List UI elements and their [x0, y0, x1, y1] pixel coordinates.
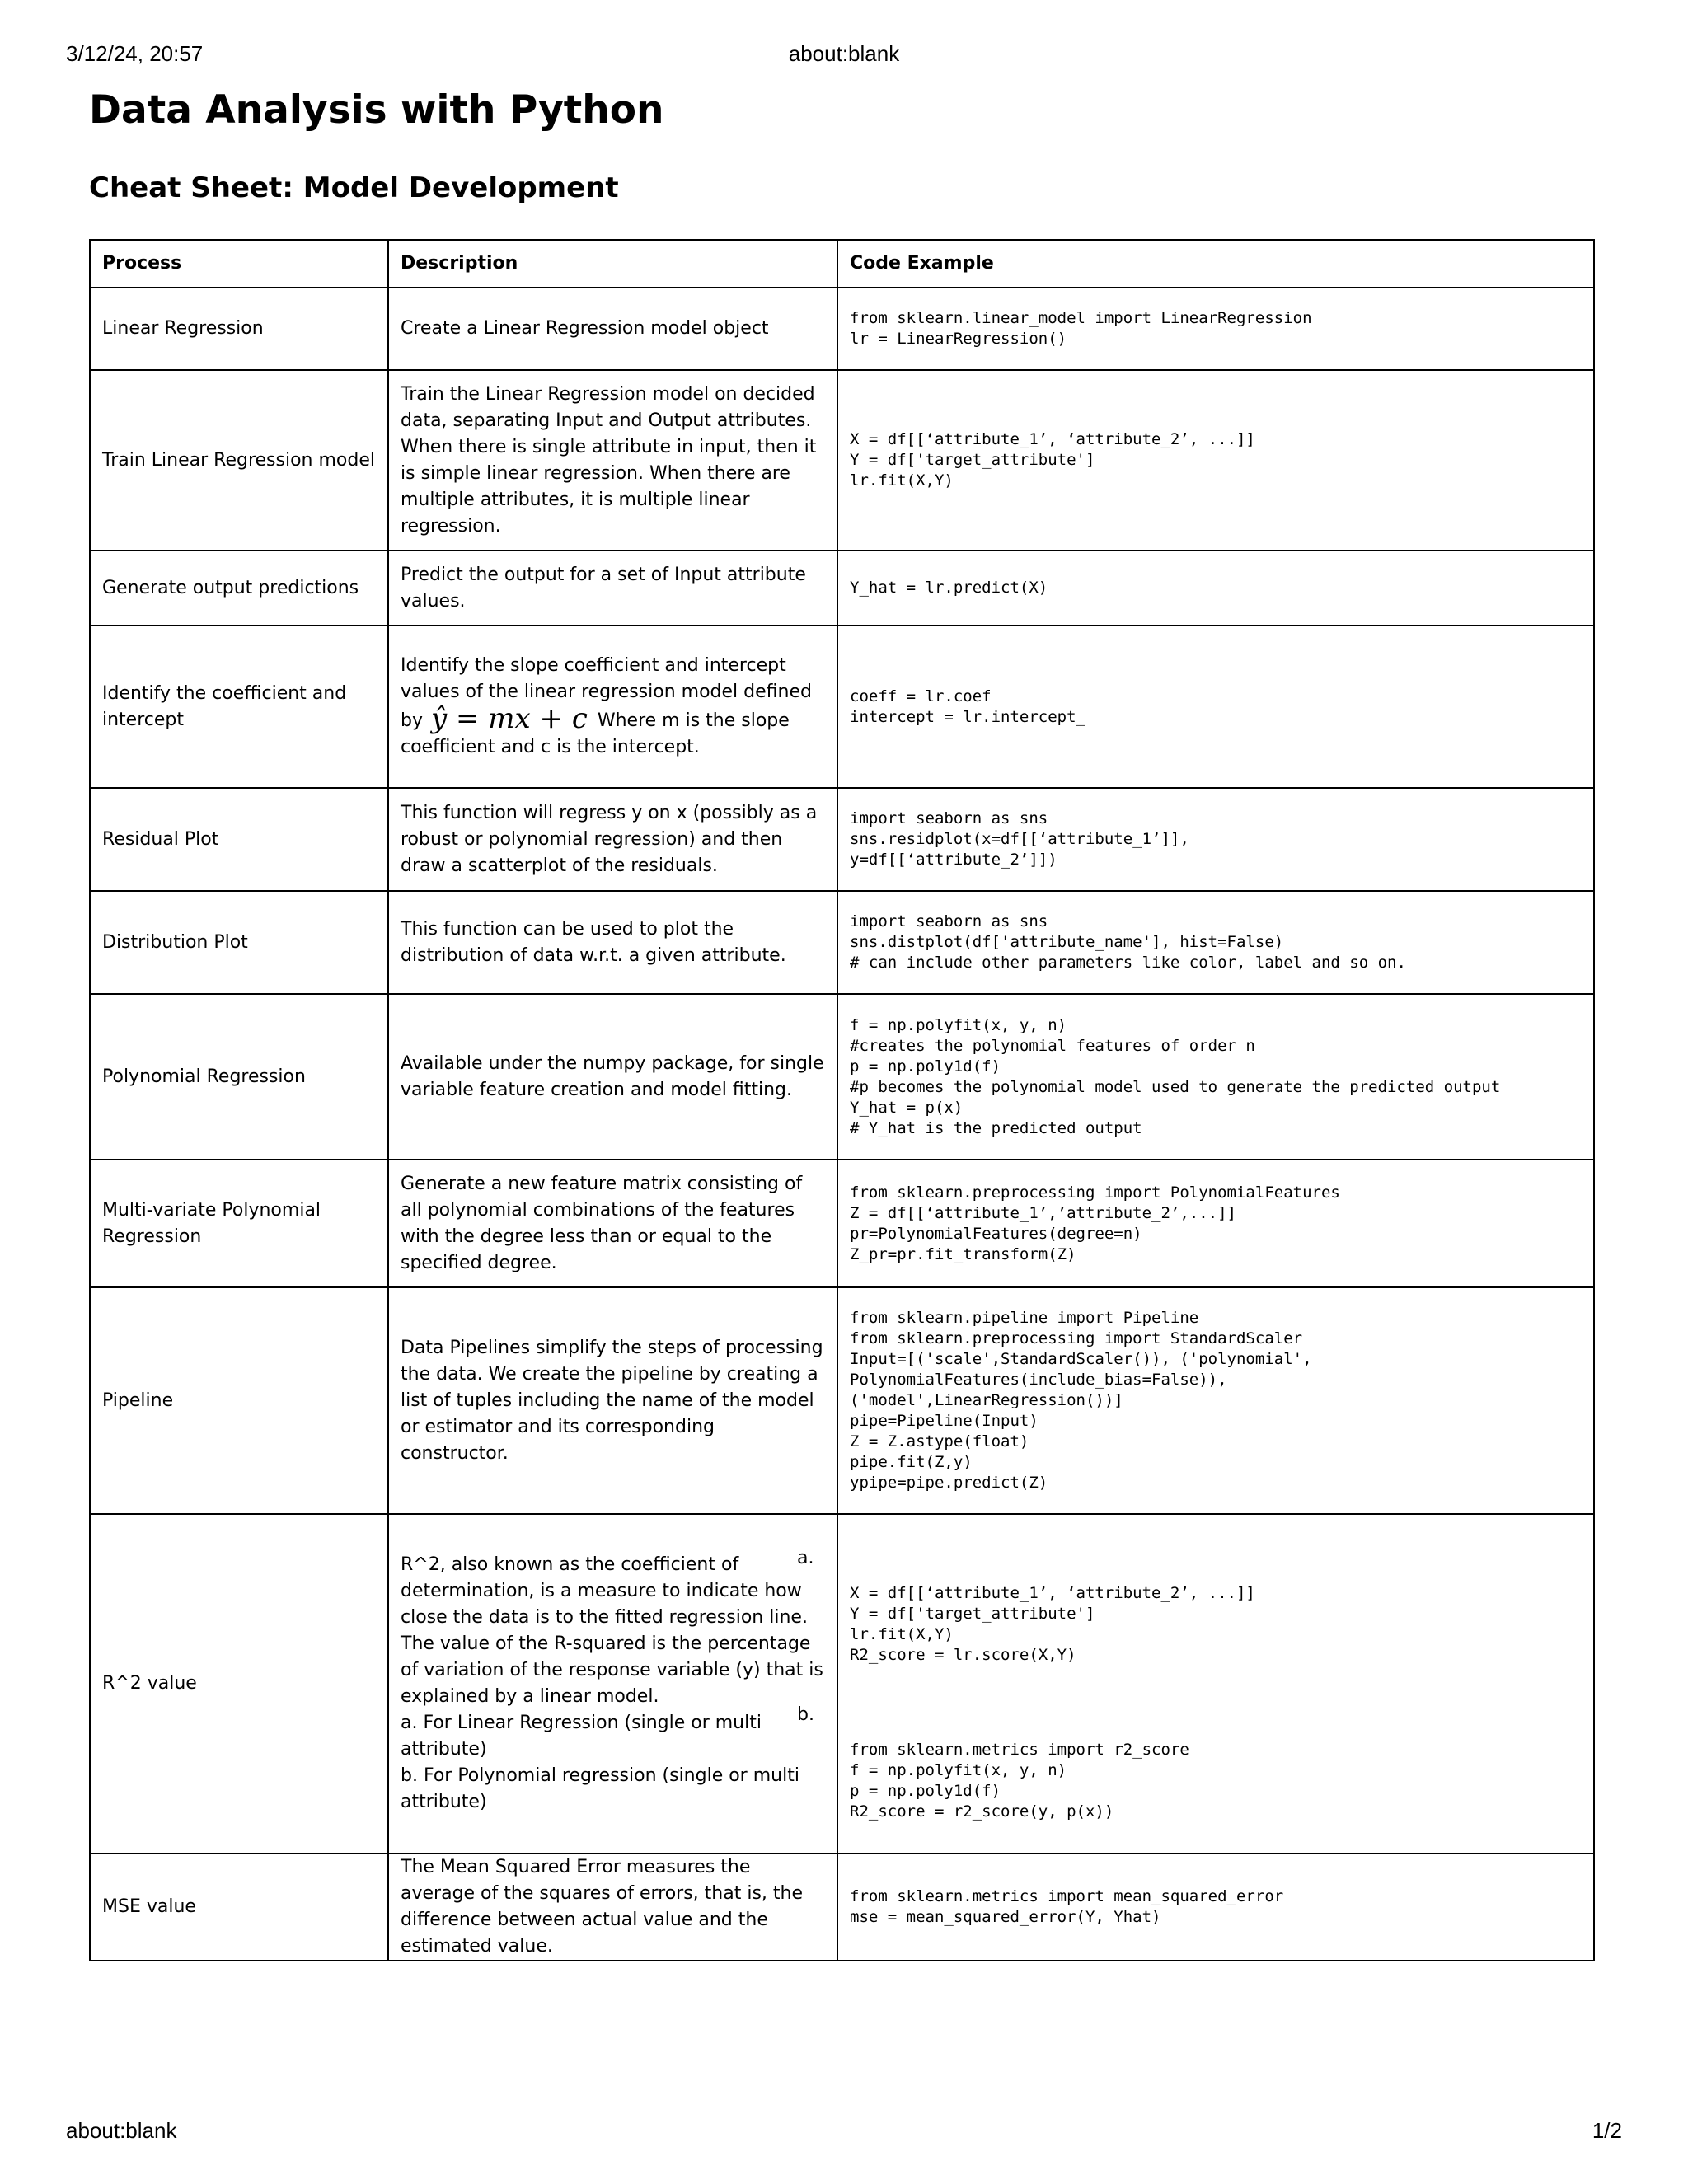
- table-row: [90, 788, 1594, 891]
- table-row: [90, 891, 1594, 994]
- description-text: R^2, also known as the coefficient of determination, is a measure to indicate how close the data is to the fitted regression line. The value of the R-squared is the percentage of variation of the response variable (y) that is explained by a linear model.: [401, 1554, 823, 1707]
- description-cell: This function will regress y on x (possibly as a robust or polynomial regression) and then draw a scatterplot of the residuals.: [388, 788, 837, 891]
- page-title: Data Analysis with Python: [89, 87, 664, 133]
- table-row: [90, 1514, 1594, 1854]
- process-cell: Polynomial Regression: [90, 994, 388, 1160]
- process-cell: Identify the coefficient and intercept: [90, 626, 388, 788]
- page-number: 1/2: [1592, 2118, 1622, 2143]
- code-label-b: b.: [797, 1704, 814, 1725]
- regression-equation: ŷ = mx + c: [430, 702, 588, 735]
- header-process: Process: [90, 240, 388, 288]
- code-cell: [837, 551, 1594, 626]
- table-row: [90, 1287, 1594, 1514]
- process-cell: Linear Regression: [90, 288, 388, 370]
- table-row: [90, 994, 1594, 1160]
- description-cell: Train the Linear Regression model on decided data, separating Input and Output attributes. When there is single attribute in input, then it is simple linear regression. When there are multiple attributes, it is multiple linear regression.: [388, 370, 837, 551]
- table-row: [90, 1854, 1594, 1961]
- table-row: [90, 370, 1594, 551]
- process-cell: Train Linear Regression model: [90, 370, 388, 551]
- description-cell: Predict the output for a set of Input attribute values.: [388, 551, 837, 626]
- description-text: Identify the slope coefficient and intercept values of the linear regression model defined by: [401, 655, 812, 731]
- description-cell: Create a Linear Regression model object: [388, 288, 837, 370]
- table-row: [90, 1160, 1594, 1287]
- process-cell: MSE value: [90, 1854, 388, 1961]
- code-cell: [837, 1854, 1594, 1961]
- code-example: from sklearn.preprocessing import PolynomialFeatures Z = df[[‘attribute_1’,’attribute_2’,...]] pr=PolynomialFeatures(degree=n) Z_pr=pr.fit_transform(Z): [850, 1183, 1340, 1263]
- description-cell: Data Pipelines simplify the steps of processing the data. We create the pipeline by creating a list of tuples including the name of the model or estimator and its corresponding constructor.: [388, 1287, 837, 1514]
- print-url: about:blank: [788, 41, 900, 66]
- code-cell: [837, 994, 1594, 1160]
- code-cell: [837, 788, 1594, 891]
- description-text: a. For Linear Regression (single or multi attribute): [401, 1713, 762, 1760]
- code-example-a: X = df[[‘attribute_1’, ‘attribute_2’, ...]] Y = df['target_attribute'] lr.fit(X,Y) R2_score = lr.score(X,Y): [850, 1584, 1255, 1664]
- table-row: [90, 626, 1594, 788]
- code-example: import seaborn as sns sns.residplot(x=df[[‘attribute_1’]], y=df[[‘attribute_2’]]): [850, 809, 1189, 869]
- code-cell: [797, 1514, 1594, 1854]
- description-text: Where m is the slope coefficient and c is the intercept.: [401, 710, 790, 757]
- process-cell: Generate output predictions: [90, 551, 388, 626]
- page-subtitle: Cheat Sheet: Model Development: [89, 171, 619, 204]
- description-text: b. For Polynomial regression (single or multi attribute): [401, 1765, 799, 1812]
- code-cell: [837, 626, 1594, 788]
- print-header: [66, 41, 1622, 69]
- process-cell: Distribution Plot: [90, 891, 388, 994]
- table-row: [90, 551, 1594, 626]
- code-cell: [837, 1287, 1594, 1514]
- header-code-example: Code Example: [837, 240, 1594, 288]
- table-row: [90, 288, 1594, 370]
- description-cell: The Mean Squared Error measures the average of the squares of errors, that is, the difference between actual value and the estimated value.: [388, 1854, 837, 1961]
- code-example: coeff = lr.coef intercept = lr.intercept_: [850, 687, 1085, 726]
- process-cell: Multi-variate Polynomial Regression: [90, 1160, 388, 1287]
- description-cell: [388, 1514, 837, 1854]
- code-example: f = np.polyfit(x, y, n) #creates the polynomial features of order n p = np.poly1d(f) #p becomes the polynomial model used to generate the predicted output Y_hat = p(x) # Y_hat is the predicted output: [850, 1015, 1501, 1137]
- code-example: from sklearn.pipeline import Pipeline from sklearn.preprocessing import StandardScaler Input=[('scale',StandardScaler()), ('polynomial', PolynomialFeatures(include_bias=False)), ('model',LinearRegression())] pipe=Pipeline(Input) Z = Z.astype(float) pipe.fit(Z,y) ypipe=pipe.predict(Z): [850, 1309, 1312, 1492]
- process-cell: R^2 value: [90, 1514, 388, 1854]
- code-cell: [837, 370, 1594, 551]
- code-example: import seaborn as sns sns.distplot(df['attribute_name'], hist=False) # can include other parameters like color, label and so on.: [850, 912, 1406, 972]
- process-cell: Pipeline: [90, 1287, 388, 1514]
- code-cell: [837, 288, 1594, 370]
- code-example: X = df[[‘attribute_1’, ‘attribute_2’, ...]] Y = df['target_attribute'] lr.fit(X,Y): [850, 430, 1255, 490]
- code-example: from sklearn.metrics import mean_squared_error mse = mean_squared_error(Y, Yhat): [850, 1887, 1284, 1926]
- print-datetime: 3/12/24, 20:57: [66, 41, 204, 66]
- description-cell: Generate a new feature matrix consisting of all polynomial combinations of the features with the degree less than or equal to the specified degree.: [388, 1160, 837, 1287]
- table-header-row: [90, 240, 1594, 288]
- code-cell: [837, 891, 1594, 994]
- code-example: Y_hat = lr.predict(X): [850, 579, 1048, 597]
- print-footer-url: about:blank: [66, 2118, 177, 2143]
- description-cell: This function can be used to plot the distribution of data w.r.t. a given attribute.: [388, 891, 837, 994]
- process-cell: Residual Plot: [90, 788, 388, 891]
- description-cell: Available under the numpy package, for single variable feature creation and model fitting.: [388, 994, 837, 1160]
- code-example: from sklearn.linear_model import LinearRegression lr = LinearRegression(): [850, 309, 1312, 348]
- print-footer: [66, 2118, 1622, 2146]
- header-description: Description: [388, 240, 837, 288]
- cheat-sheet-table: [89, 239, 1595, 1961]
- code-label-a: a.: [797, 1548, 814, 1568]
- description-cell: [388, 626, 837, 788]
- code-cell: [837, 1160, 1594, 1287]
- code-example-b: from sklearn.metrics import r2_score f = np.polyfit(x, y, n) p = np.poly1d(f) R2_score = r2_score(y, p(x)): [850, 1741, 1189, 1821]
